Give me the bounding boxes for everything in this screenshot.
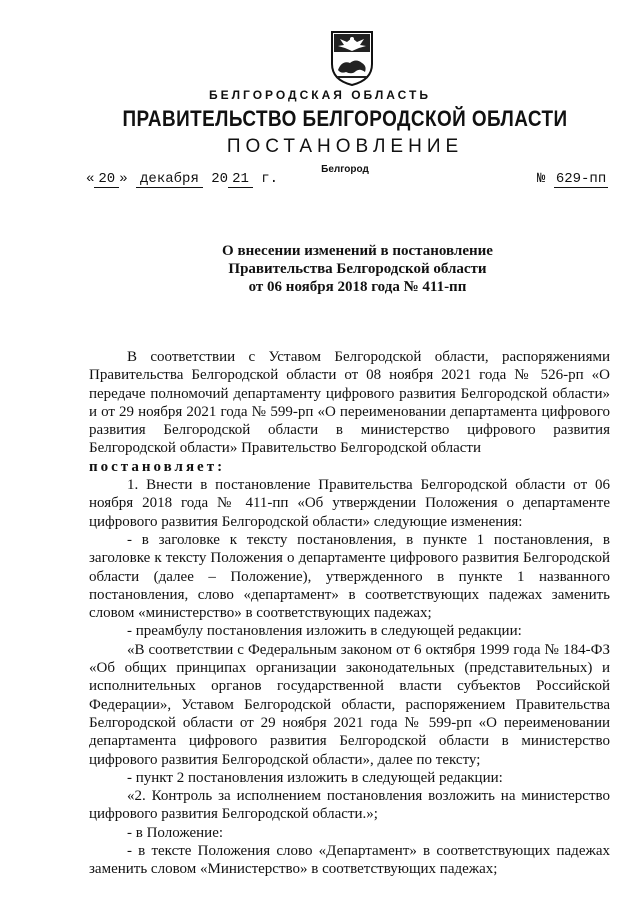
date-year: 21: [228, 171, 253, 188]
resolves-line: постановляет:: [89, 458, 226, 475]
paragraph: «В соответствии с Федеральным законом от 6 октября 1999 года № 184-ФЗ «Об общих принципах организации законодательных (представительных) и исполнительных органов государственной власти субъектов Российской Федерации», Уставом Белгородской области, распоряжением Правительства Белгородской области от 29 ноября 2021 года № 599-рп «О переименовании департамента цифрового развития Белгородской области в министерство цифрового развития Белгородской области», далее по тексту;: [89, 641, 610, 768]
paragraph: - пункт 2 постановления изложить в следующей редакции:: [127, 769, 503, 786]
date-year-prefix: 20: [211, 171, 229, 187]
date-open-quote: «: [86, 171, 95, 187]
region-name: БЕЛГОРОДСКАЯ ОБЛАСТЬ: [209, 88, 431, 102]
title-line: О внесении изменений в постановление: [222, 243, 493, 259]
document-body: [89, 348, 610, 879]
date-month: декабря: [136, 171, 203, 188]
document-type: ПОСТАНОВЛЕНИЕ: [226, 136, 464, 157]
document-date: [86, 171, 278, 187]
coat-of-arms-emblem: [330, 30, 374, 86]
government-name: ПРАВИТЕЛЬСТВО БЕЛГОРОДСКОЙ ОБЛАСТИ: [122, 106, 568, 131]
document-number: [537, 171, 608, 187]
paragraph: - в заголовке к тексту постановления, в пункте 1 постановления, в заголовке к тексту Положения о департаменте цифрового развития Белгородской области (далее – Положение), утвержденного в пункте 1 названного постановления, слово «департамент» в соответствующих падежах заменить словом «министерство» в соответствующих падежах;: [89, 531, 610, 622]
date-close-quote: »: [119, 171, 128, 187]
date-day: 20: [94, 171, 119, 188]
paragraph: - в Положение:: [127, 824, 224, 841]
paragraph: - в тексте Положения слово «Департамент» в соответствующих падежах заменить словом «Министерство» в соответствующих падежах;: [89, 843, 610, 878]
paragraph: - преамбулу постановления изложить в следующей редакции:: [127, 623, 522, 640]
title-line: от 06 ноября 2018 года № 411-пп: [248, 279, 467, 295]
title-line: Правительства Белгородской области: [228, 261, 487, 277]
document-title: [0, 242, 640, 296]
number-label: №: [537, 171, 546, 187]
date-year-suffix: г.: [261, 171, 279, 187]
paragraph: В соответствии с Уставом Белгородской области, распоряжениями Правительства Белгородской области от 08 ноября 2021 года № 526-рп «О передаче полномочий департаменту цифрового развития Белгородской области» и от 29 ноября 2021 года № 599-рп «О переименовании департамента цифрового развития Белгородской области в министерство цифрового развития Белгородской области» Правительство Белгородской области: [89, 349, 610, 457]
city-name: Белгород: [321, 164, 369, 175]
paragraph: «2. Контроль за исполнением постановления возложить на министерство цифрового развития Белгородской области.»;: [89, 788, 610, 823]
number-value: 629-пп: [555, 171, 607, 187]
paragraph: 1. Внести в постановление Правительства Белгородской области от 06 ноября 2018 года № 411-пп «Об утверждении Положения о департаменте цифрового развития Белгородской области» следующие изменения:: [89, 477, 610, 530]
